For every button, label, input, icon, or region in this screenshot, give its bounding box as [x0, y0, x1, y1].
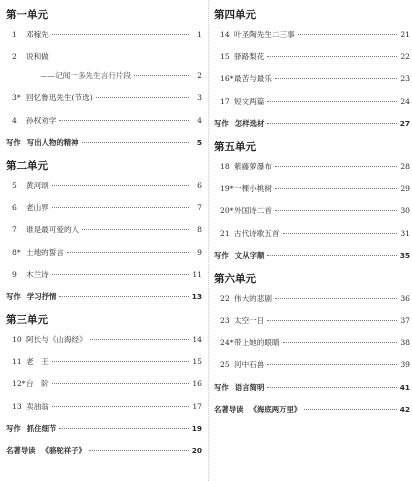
toc-entry-writing[interactable]: [214, 118, 410, 129]
section-title: 《骆驼祥子》: [41, 446, 86, 455]
lesson-number: 5: [12, 180, 17, 190]
leader-dots: [59, 428, 188, 429]
leader-dots: [52, 406, 189, 407]
section-label: 写作: [6, 423, 21, 433]
leader-dots: [267, 387, 396, 388]
unit-title: 第四单元: [214, 9, 256, 21]
leader-dots: [90, 339, 189, 340]
unit-title: 第五单元: [214, 140, 256, 153]
section-title: 学习抒情: [26, 291, 57, 301]
leader-dots: [275, 298, 397, 299]
page-number: 41: [399, 382, 410, 392]
lesson-number: 17: [220, 96, 230, 106]
page-number: 14: [192, 335, 202, 345]
lesson-title: 带上她的眼睛: [234, 338, 280, 348]
section-label: 写作: [6, 137, 21, 147]
leader-dots: [96, 97, 189, 98]
toc-entry-writing[interactable]: [214, 382, 410, 393]
lesson-number: 23: [220, 316, 230, 326]
page-number: 31: [400, 228, 410, 238]
toc-entry-writing[interactable]: [214, 250, 410, 261]
lesson-title: 孙权劝学: [26, 115, 57, 125]
leader-dots: [283, 233, 397, 234]
section-title: 语言简明: [234, 382, 265, 392]
toc-entry[interactable]: [214, 293, 410, 304]
page-number: 1: [197, 30, 202, 39]
lesson-number: 6: [12, 203, 17, 213]
lesson-number: 11: [12, 357, 22, 367]
toc-entry[interactable]: [214, 51, 410, 62]
toc-entry[interactable]: [214, 228, 410, 239]
leader-dots: [134, 75, 189, 76]
lesson-number: 15: [220, 52, 230, 62]
lesson-number: 2: [12, 52, 17, 62]
page-number: 37: [400, 316, 410, 326]
lesson-title: 谁是最可爱的人: [26, 225, 80, 235]
page-number: 13: [191, 291, 202, 301]
lesson-title: 驿路梨花: [234, 52, 265, 62]
toc-entry[interactable]: [214, 359, 410, 370]
lesson-title: 太空一日: [234, 316, 265, 326]
page-number: 20: [191, 446, 202, 455]
leader-dots: [267, 320, 397, 321]
lesson-number: 10: [12, 335, 22, 345]
page-number: 35: [399, 250, 410, 260]
toc-entry[interactable]: [214, 337, 410, 348]
leader-dots: [275, 188, 397, 189]
page-number: 42: [399, 404, 410, 414]
lesson-title: 说和做: [26, 52, 49, 62]
page-number: 3: [197, 93, 202, 103]
page-number: 5: [196, 137, 202, 147]
page-number: 8: [197, 225, 202, 235]
toc-entry-writing[interactable]: [6, 423, 202, 434]
toc-entry[interactable]: [6, 378, 202, 389]
toc-entry-reading[interactable]: [214, 404, 410, 415]
toc-entry[interactable]: [6, 51, 202, 62]
leader-dots: [52, 34, 189, 35]
leader-dots: [275, 210, 397, 211]
section-title: 写出人物的精神: [26, 137, 79, 147]
lesson-title: 外国诗二首: [234, 206, 272, 216]
toc-entry[interactable]: [6, 356, 202, 367]
section-label: 写作: [214, 118, 229, 128]
lesson-number: 20*: [220, 206, 234, 216]
lesson-number: 4: [12, 115, 17, 125]
toc-entry[interactable]: [6, 180, 202, 191]
page-number: 6: [197, 180, 202, 190]
lesson-title: 老 王: [26, 357, 49, 367]
lesson-title: 土地的誓言: [26, 247, 64, 257]
leader-dots: [82, 142, 189, 143]
leader-dots: [267, 255, 396, 256]
leader-dots: [52, 207, 189, 208]
page-number: 27: [399, 118, 410, 128]
toc-entry[interactable]: [214, 161, 410, 172]
toc-entry[interactable]: [6, 269, 202, 280]
toc-entry[interactable]: [6, 115, 202, 126]
leader-dots: [52, 383, 189, 384]
toc-entry[interactable]: [214, 315, 410, 326]
toc-entry[interactable]: [6, 92, 202, 103]
lesson-title: 回忆鲁迅先生(节选): [26, 93, 93, 103]
page-number: 23: [400, 74, 410, 84]
toc-entry[interactable]: [6, 334, 202, 345]
unit-title: 第二单元: [6, 159, 48, 172]
unit-title: 第六单元: [214, 272, 256, 285]
page-number: 36: [400, 293, 410, 303]
lesson-number: 13: [12, 401, 22, 411]
page-number: 15: [192, 357, 202, 367]
lesson-subtitle: ——记闻一多先生言行片段: [40, 71, 132, 81]
page-number: 11: [192, 269, 202, 279]
lesson-title: 台 阶: [26, 379, 49, 389]
lesson-title: 短文两篇: [234, 96, 265, 106]
lesson-title: 邓稼先: [26, 30, 49, 39]
lesson-title: 古代诗歌五首: [234, 228, 280, 238]
lesson-title: 木兰诗: [26, 269, 49, 279]
lesson-title: 紫藤萝瀑布: [234, 161, 272, 171]
toc-entry[interactable]: [214, 205, 410, 216]
lesson-title: 卖油翁: [26, 401, 49, 411]
lesson-number: 22: [220, 293, 230, 303]
lesson-title: 河中石兽: [234, 360, 265, 370]
lesson-title: 最苦与最乐: [234, 74, 272, 84]
page-number: 16: [192, 379, 202, 389]
leader-dots: [52, 361, 189, 362]
lesson-number: 19*: [220, 184, 234, 194]
toc-entry[interactable]: [214, 96, 410, 107]
lesson-number: 18: [220, 161, 230, 171]
lesson-title: 伟大的悲剧: [234, 293, 272, 303]
toc-entry-writing[interactable]: [6, 291, 202, 302]
leader-dots: [52, 274, 189, 275]
lesson-number: 25: [220, 360, 230, 370]
page-number: 2: [197, 71, 202, 81]
lesson-number: 16*: [220, 74, 234, 84]
lesson-number: 8*: [12, 247, 21, 257]
section-label: 名著导读: [6, 446, 36, 455]
leader-dots: [267, 364, 397, 365]
page-number: 19: [191, 423, 202, 433]
page-number: 24: [400, 96, 410, 106]
leader-dots: [304, 409, 396, 410]
leader-dots: [267, 123, 396, 124]
toc-entry[interactable]: [214, 183, 410, 194]
page-number: 29: [400, 184, 410, 194]
lesson-title: 老山界: [26, 203, 49, 213]
toc-entry[interactable]: [214, 29, 410, 40]
leader-dots: [267, 56, 397, 57]
toc-entry[interactable]: [6, 29, 202, 40]
section-title: 《海底两万里》: [249, 404, 302, 414]
section-label: 写作: [214, 382, 229, 392]
page-number: 30: [400, 206, 410, 216]
toc-left-column: [6, 8, 202, 467]
lesson-title: 黄河颂: [26, 180, 49, 190]
lesson-number: 14: [220, 30, 230, 39]
leader-dots: [59, 296, 188, 297]
toc-entry-reading[interactable]: [6, 445, 202, 456]
page-number: 7: [197, 203, 202, 213]
unit-title: 第三单元: [6, 314, 48, 327]
lesson-title: 阿长与《山海经》: [26, 335, 87, 345]
lesson-number: 7: [12, 225, 17, 235]
leader-dots: [298, 34, 397, 35]
page-number: 28: [400, 161, 410, 171]
toc-entry-writing[interactable]: [6, 137, 202, 148]
leader-dots: [82, 229, 189, 230]
lesson-number: 3*: [12, 93, 21, 103]
leader-dots: [283, 342, 397, 343]
page-number: 21: [400, 30, 410, 39]
toc-entry[interactable]: [6, 401, 202, 412]
section-title: 怎样选材: [234, 118, 265, 128]
toc-entry[interactable]: [6, 247, 202, 258]
leader-dots: [59, 120, 189, 121]
leader-dots: [275, 166, 397, 167]
toc-entry[interactable]: [214, 73, 410, 84]
section-title: 抓住细节: [26, 423, 57, 433]
page-number: 9: [197, 247, 202, 257]
section-label: 名著导读: [214, 404, 244, 414]
toc-entry-subtitle[interactable]: [6, 70, 202, 81]
toc-right-column: [214, 8, 410, 426]
leader-dots: [89, 450, 189, 451]
page-number: 38: [400, 338, 410, 348]
leader-dots: [52, 185, 189, 186]
lesson-title: 叶圣陶先生二三事: [234, 30, 295, 39]
leader-dots: [67, 252, 189, 253]
page-number: 17: [192, 401, 202, 411]
page-number: 4: [197, 115, 202, 125]
lesson-number: 24*: [220, 338, 234, 348]
page-number: 22: [400, 52, 410, 62]
toc-entry[interactable]: [6, 224, 202, 235]
lesson-number: 9: [12, 269, 17, 279]
lesson-number: 21: [220, 228, 230, 238]
leader-dots: [275, 78, 397, 79]
section-label: 写作: [214, 250, 229, 260]
section-label: 写作: [6, 291, 21, 301]
leader-dots: [267, 101, 397, 102]
lesson-title: 一棵小桃树: [234, 184, 272, 194]
toc-entry[interactable]: [6, 202, 202, 213]
unit-title: 第一单元: [6, 9, 48, 21]
page-number: 39: [400, 360, 410, 370]
section-title: 文从字顺: [234, 250, 265, 260]
lesson-number: 1: [12, 30, 17, 39]
lesson-number: 12*: [12, 379, 26, 389]
